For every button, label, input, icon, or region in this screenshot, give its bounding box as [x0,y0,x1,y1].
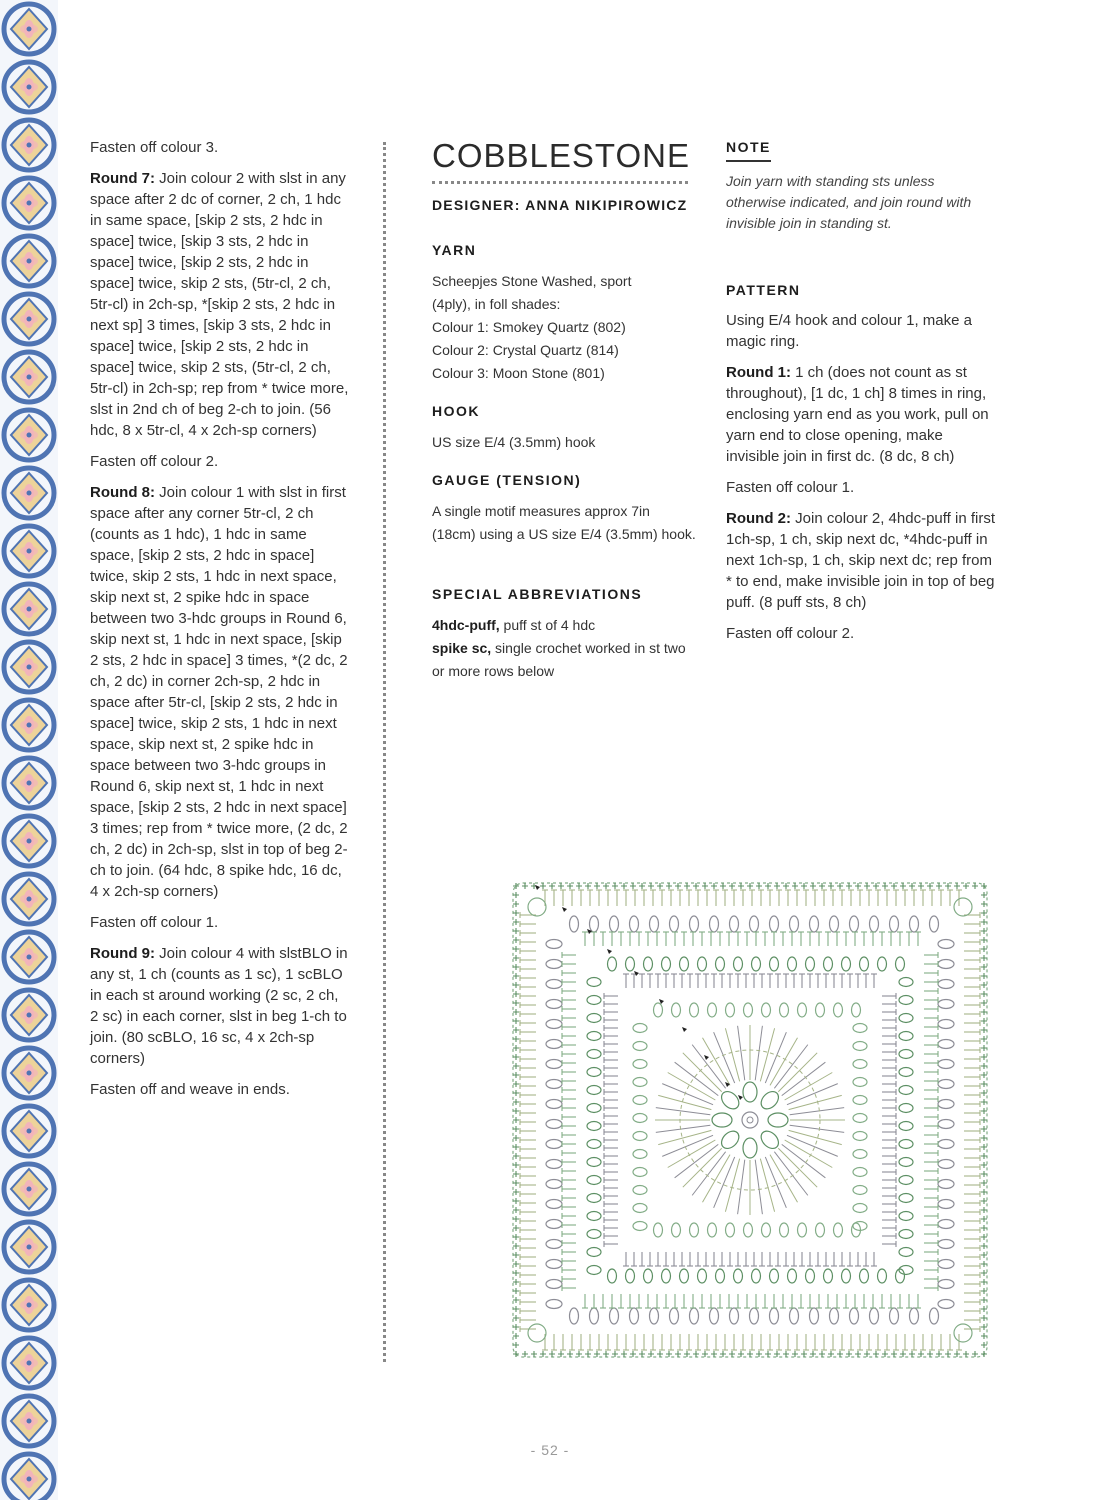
round-7-label: Round 7: [90,170,155,187]
right-column [726,137,996,654]
page-number: - 52 - [530,1442,570,1458]
yarn-line: Colour 2: Crystal Quartz (814) [432,342,619,358]
decorative-tile-border [0,0,58,1500]
pattern-intro: Using E/4 hook and colour 1, make a magic ring. [726,312,972,350]
round-9-label: Round 9: [90,945,155,962]
yarn-list [432,270,697,385]
fasten-off-1: Fasten off colour 1. [90,914,219,931]
gauge-heading: GAUGE (TENSION) [432,472,582,488]
pattern-heading: PATTERN [726,282,801,298]
crochet-chart-diagram [507,877,993,1363]
yarn-line: Colour 3: Moon Stone (801) [432,365,605,381]
fasten-off-final: Fasten off and weave in ends. [90,1081,290,1098]
fasten-off-2: Fasten off colour 2. [90,453,219,470]
note-heading: NOTE [726,137,771,162]
round-9-text: Join colour 4 with slstBLO in any st, 1 ch (counts as 1 sc), 1 scBLO in each st around working (2 sc, 2 ch, 2 sc) in each corner, slst in beg 1-ch to join. (80 scBLO, 16 sc, 4 x 2ch-sp corners) [90,945,348,1067]
fasten-off-3: Fasten off colour 3. [90,139,219,156]
column-divider [383,142,386,1362]
round-7 [90,168,350,441]
round-9 [90,943,350,1069]
round-2 [726,508,996,613]
gauge-text: A single motif measures approx 7in (18cm) using a US size E/4 (3.5mm) hook. [432,503,696,542]
abbreviation-item [432,637,697,683]
abbreviation-item [432,614,697,637]
abbreviation-definition: puff st of 4 hdc [499,617,596,633]
yarn-line: Colour 1: Smokey Quartz (802) [432,319,626,335]
round-1-label: Round 1: [726,364,791,381]
abbreviation-definition: single crochet worked in st two or more rows below [432,640,686,679]
abbreviation-term: spike sc, [432,640,492,656]
round-7-text: Join colour 2 with slst in any space after 2 dc of corner, 2 ch, 1 hdc in same space, [skip 2 sts, 2 hdc in space] twice, [skip 3 sts, 2 hdc in space] twice, [skip 2 sts, 2 hdc in space] twice, skip 2 sts, (5tr-cl, 2 ch, 5tr-cl) in 2ch-sp, *[skip 2 sts, 2 hdc in next sp] 3 times, [skip 3 sts, 2 hdc in space] twice, [skip 2 sts, 2 hdc in space] twice, skip 2 sts, (5tr-cl, 2 ch, 5tr-cl) in 2ch-sp; rep from * twice more, slst in 2nd ch of beg 2-ch to join. (56 hdc, 8 x 5tr-cl, 4 x 2ch-sp corners) [90,170,349,439]
round-1 [726,362,996,467]
round-2-text: Join colour 2, 4hdc-puff in first 1ch-sp, 1 ch, skip next dc, *4hdc-puff in next 1ch-sp, 1 ch, skip next dc; rep from * to end, make invisible join in top of beg puff. (8 puff sts, 8 ch) [726,510,995,611]
page-title: COBBLESTONE [432,137,688,184]
round-8-label: Round 8: [90,484,155,501]
left-column [90,137,350,1110]
hook-heading: HOOK [432,403,480,419]
hook-text: US size E/4 (3.5mm) hook [432,434,596,450]
fasten-off-colour-2: Fasten off colour 2. [726,625,855,642]
round-2-label: Round 2: [726,510,791,527]
yarn-heading: YARN [432,242,477,258]
yarn-line: Scheepjes Stone Washed, sport [432,273,632,289]
fasten-off-colour-1: Fasten off colour 1. [726,479,855,496]
note-text: Join yarn with standing sts unless otherwise indicated, and join round with invisible join in standing st. [726,173,972,231]
middle-column [432,137,697,683]
round-8 [90,482,350,902]
designer-credit: DESIGNER: ANNA NIKIPIROWICZ [432,197,688,213]
abbreviations-heading: SPECIAL ABBREVIATIONS [432,586,643,602]
round-1-text: 1 ch (does not count as st throughout), [1 dc, 1 ch] 8 times in ring, enclosing yarn end as you work, pull on yarn end to close opening, make invisible join in first dc. (8 dc, 8 ch) [726,364,989,465]
yarn-line: (4ply), in foll shades: [432,296,561,312]
note-heading-wrap [726,137,996,162]
round-8-text: Join colour 1 with slst in first space after any corner 5tr-cl, 2 ch (counts as 1 hdc), 1 hdc in same space, [skip 2 sts, 2 hdc in space] twice, skip 2 sts, 1 hdc in next space, skip next st, 2 spike hdc in space between two 3-hdc groups in Round 6, skip next st, 1 hdc in next space, [skip 2 sts, 2 hdc in space] 3 times, *(2 dc, 2 ch, 2 dc) in corner 2ch-sp, 2 hdc in space after 5tr-cl, [skip 2 sts, 2 hdc in space] twice, skip 2 sts, 1 hdc in next space, skip next st, 2 spike hdc in space between two 3-hdc groups in Round 6, skip next st, 1 hdc in next space, [skip 2 sts, 2 hdc in next space] 3 times; rep from * twice more, (2 dc, 2 ch, 2 dc) in 2ch-sp, slst in top of beg 2-ch to join. (64 hdc, 8 spike hdc, 16 dc, 4 x 2ch-sp corners) [90,484,348,900]
abbreviation-term: 4hdc-puff, [432,617,500,633]
